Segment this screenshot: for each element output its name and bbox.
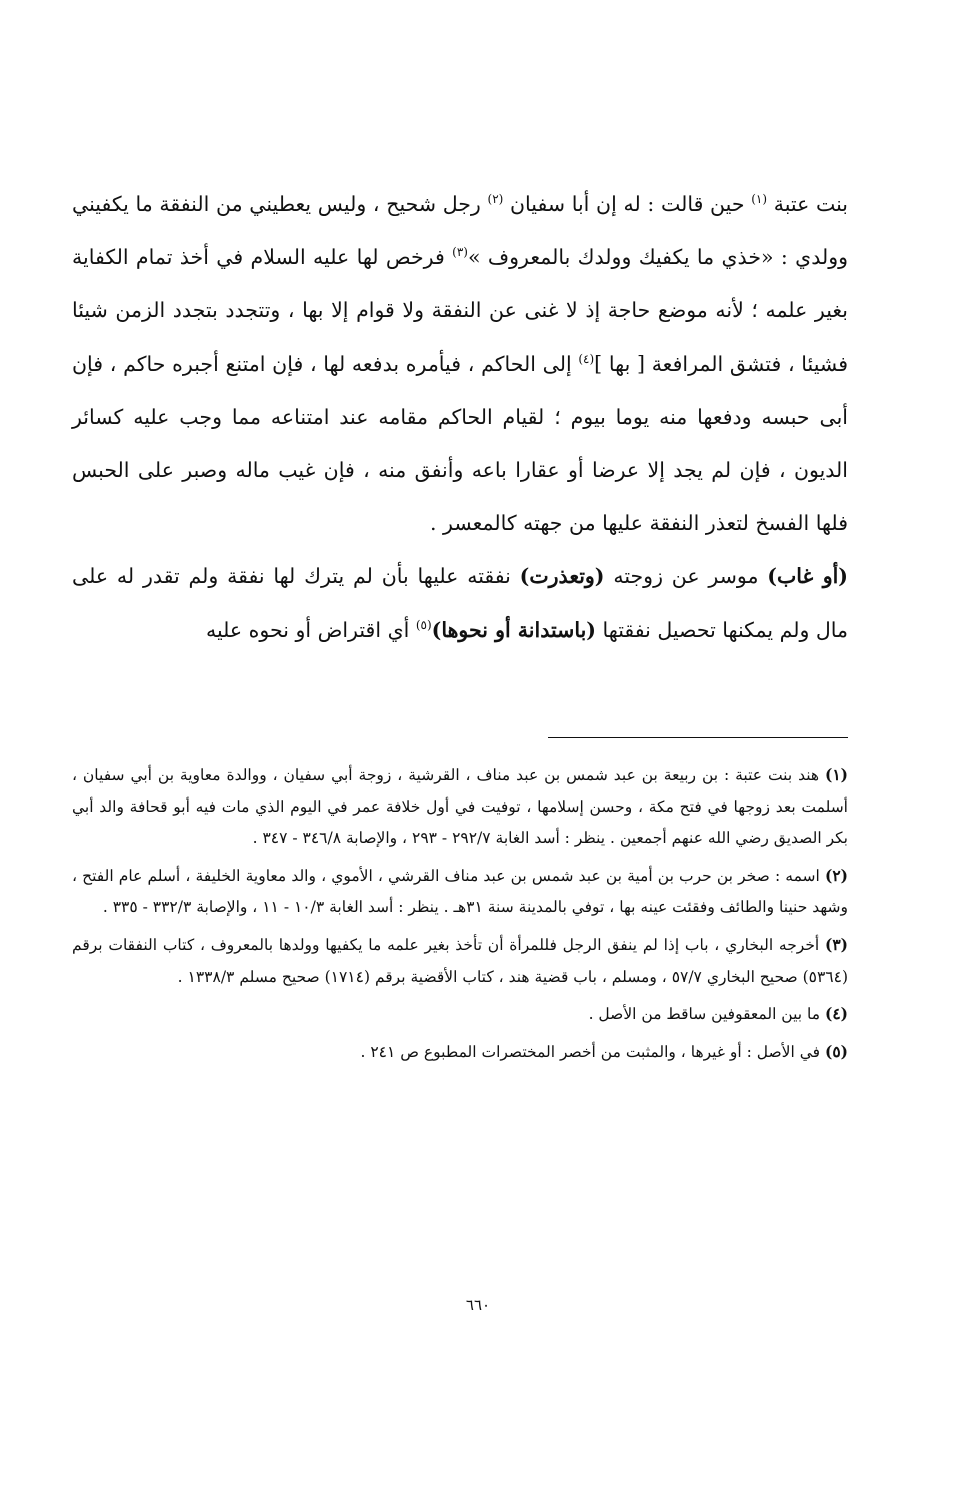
footnotes [72, 759, 848, 1073]
footnote-ref-1[interactable]: (١) [751, 192, 768, 206]
footnote-number: (٢) [824, 865, 848, 885]
footnote-2 [72, 860, 848, 924]
matn-bold: (وتعذرت) [519, 564, 605, 589]
text-span: نفقته عليها بأن لم يترك لها نفقة ولم تقدر له على مال ولم يمكنها تحصيل نفقتها [72, 564, 848, 642]
footnote-text: أخرجه البخاري ، باب إذا لم ينفق الرجل فللمرأة أن تأخذ بغير علمه ما يكفيها وولدها بالمعروف ، كتاب النفقات برقم (٥٣٦٤) صحيح البخاري ٥٧/٧ ، ومسلم ، باب قضية هند ، كتاب الأقضية برقم (١٧١٤) صحيح مسلم ١٣٣٨/٣ . [72, 935, 848, 986]
footnote-ref-5[interactable]: (٥) [415, 617, 432, 632]
footnote-ref-4[interactable]: (٤) [578, 351, 595, 366]
footnote-text: هند بنت عتبة : بن ربيعة بن عبد شمس بن عبد مناف ، القرشية ، زوجة أبي سفيان ، ووالدة معاوية بن أبي سفيان ، أسلمت بعد زوجها في فتح مكة ، وحسن إسلامها ، توفيت في أول خلافة عمر في اليوم الذي مات فيه أبو قحافة والد أبي بكر الصديق رضي الله عنهم أجمعين . ينظر : أسد الغابة ٢٩٢/٧ - ٢٩٣ ، والإصابة ٣٤٦/٨ - ٣٤٧ . [72, 766, 848, 848]
footnote-text: في الأصل : أو غيرها ، والمثبت من أخصر المختصرات المطبوع ص ٢٤١ . [360, 1042, 825, 1061]
text-span: إلى الحاكم ، فيأمره بدفعه لها ، فإن امتنع أجبره حاكم ، فإن أبى حبسه ودفعها منه يوما بيوم ؛ لقيام الحاكم مقامه عند امتناعه مما وجب عليه كسائر الديون ، فإن لم يجد إلا عرضا أو عقارا باعه وأنفق منه ، فإن غيب ماله وصبر على الحبس فلها الفسخ لتعذر النفقة عليها من جهته كالمعسر . [72, 351, 848, 536]
main-text [72, 178, 848, 657]
page-number: ٦٦٠ [465, 1296, 491, 1314]
footnote-text: اسمه : صخر بن حرب بن أمية بن عبد شمس بن عبد مناف القرشي ، الأموي ، والد معاوية الخليفة ، أسلم عام الفتح ، وشهد حنينا والطائف وفقئت عينه بها ، توفي بالمدينة سنة ٣١هـ . ينظر : أسد الغابة ١٠/٣ - ١١ ، والإصابة ٣٣٢/٣ - ٣٣٥ . [72, 866, 848, 917]
footnote-separator [548, 737, 848, 738]
footnote-number: (٣) [824, 934, 848, 954]
paragraph-2 [72, 550, 848, 656]
footnote-ref-3[interactable]: (٣) [452, 245, 468, 260]
text-span: فرخص لها عليه السلام في أخذ تمام الكفاية بغير علمه ؛ لأنه موضع حاجة إذ لا غنى عن النفقة ولا قوام إلا بها ، وتتجدد بتجدد الزمن شيئا فشيئا ، فتشق المرافعة [ بها ] [72, 245, 848, 376]
footnote-number: (٥) [824, 1041, 848, 1061]
footnote-1 [72, 759, 848, 855]
footnote-5 [72, 1036, 848, 1069]
footnote-4 [72, 998, 848, 1031]
footnote-text: ما بين المعقوفين ساقط من الأصل . [588, 1005, 825, 1024]
text-span: أي اقتراض أو نحوه عليه [205, 617, 416, 642]
footnote-ref-2[interactable]: (٢) [487, 192, 504, 206]
text-span: موسر عن زوجته [604, 564, 768, 589]
text-span: بنت عتبة [767, 192, 848, 216]
matn-bold: (أو غاب) [767, 564, 848, 589]
footnote-number: (١) [824, 765, 848, 784]
matn-bold: (باستدانة أو نحوها) [431, 617, 596, 642]
text-span: رجل شحيح ، وليس يعطيني من النفقة ما يكفيني وولدي : «خذي ما يكفيك وولدك بالمعروف » [72, 192, 849, 270]
footnote-3 [72, 929, 848, 993]
paragraph-1 [72, 178, 848, 550]
text-span: حين قالت : له إن أبا سفيان [503, 192, 752, 216]
footnote-number: (٤) [824, 1004, 848, 1024]
